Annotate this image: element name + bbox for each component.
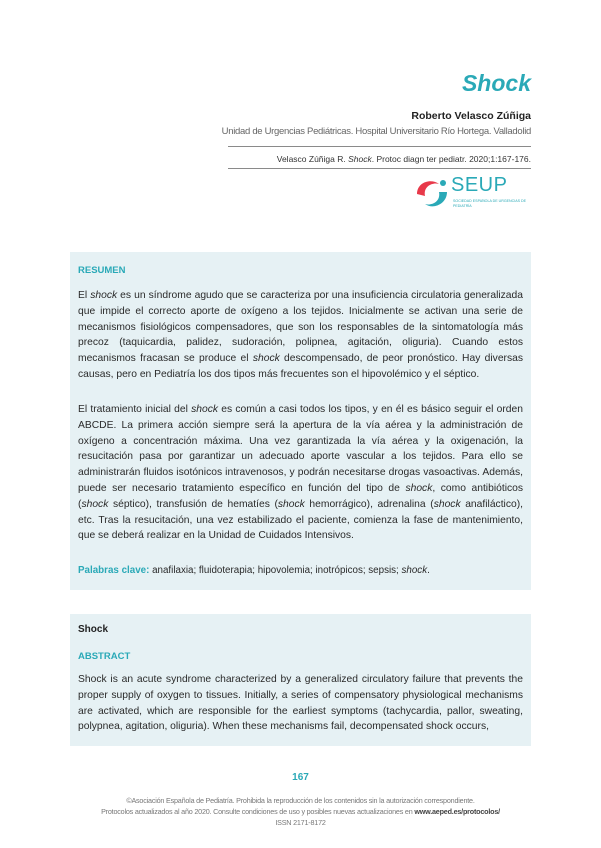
italic-term: shock <box>90 290 118 301</box>
page-number: 167 <box>292 772 309 783</box>
citation-suffix: . Protoc diagn ter pediatr. 2020;1:167-176. <box>371 154 531 164</box>
text-run: El tratamiento inicial del <box>78 404 192 415</box>
text-run: es común a casi todos los tipos, y en él es básico seguir el orden ABCDE. La primera acción siempre será la apertura de la vía aérea y la administración de oxígeno a concentración máxima. Una vez garantizada la vía aérea y la oxigenación, la resucitación pasa por garantizar un adecuado aporte vascular a los tejidos. Para ello se administrarán fluidos isotónicos intravenosos, y podrán necesitarse drogas vasoactivas. Además, puede ser necesario tratamiento específico en función del tipo de <box>78 404 523 494</box>
seup-logo <box>413 174 533 222</box>
resumen-heading: RESUMEN <box>78 265 126 276</box>
text-run: Shock is an acute syndrome characterized by a generalized circulatory failure that prevents the proper supply of oxygen to tissues. Initially, a series of compensatory physiological mechanisms are activated, which are responsible for the earliest symptoms (tachycardia, pallor, sweating, polypnea, agitation, oliguria). When these mechanisms fail, decompensated shock occurs, <box>78 674 523 733</box>
footer-issn: ISSN 2171-8172 <box>275 818 326 827</box>
text-run: , como antibióticos ( <box>78 482 524 510</box>
english-title: Shock <box>78 624 109 635</box>
footer-protocols <box>0 807 601 816</box>
italic-term: shock <box>277 498 305 510</box>
footer-copyright: ©Asociación Española de Pediatría. Prohibida la reproducción de los contenidos sin la autorización correspondiente. <box>126 796 475 805</box>
italic-term: shock <box>405 482 433 494</box>
abstract-heading: ABSTRACT <box>78 651 131 662</box>
header-divider-bottom <box>228 168 531 169</box>
keywords-list <box>149 565 429 576</box>
italic-term: shock <box>401 565 428 576</box>
footer-protocols-text: Protocolos actualizados al año 2020. Consulte condiciones de uso y posibles nuevas actualizaciones en <box>101 807 415 816</box>
citation <box>277 154 531 164</box>
citation-prefix: Velasco Zúñiga R. <box>276 154 349 164</box>
italic-term: shock <box>81 498 109 510</box>
footer-link[interactable]: www.aeped.es/protocolos/ <box>414 807 500 816</box>
italic-term: shock <box>433 498 461 510</box>
logo-text: SEUP <box>451 174 508 196</box>
text-run: anafilaxia; fluidoterapia; hipovolemia; inotrópicos; sepsis; <box>149 565 402 576</box>
keywords <box>78 565 523 576</box>
text-run: es un síndrome agudo que se caracteriza por una insuficiencia circulatoria generalizada que impide el correcto aporte de oxígeno a los tejidos. Inicialmente se activan una serie de mecanismos fisiológicos compensadores, que son los responsables de la sintomatología más precoz (taquicardia, palidez, sudoración, polipnea, agitación, oliguria). Cuando estos mecanismos fracasan se produce el <box>78 290 523 365</box>
logo-subtitle: SOCIEDAD ESPAÑOLA DE URGENCIAS DE PEDIATRÍA <box>453 199 527 208</box>
text-run: descompensado, de peor pronóstico. Hay diversas causas, pero en Pediatría los dos tipos más frecuentes son el hipovolémico y el séptico. <box>78 353 523 380</box>
resumen-paragraph-2 <box>78 402 523 544</box>
author-affiliation: Unidad de Urgencias Pediátricas. Hospital Universitario Río Hortega. Valladolid <box>221 126 531 137</box>
resumen-panel <box>70 252 531 590</box>
abstract-paragraph-1 <box>78 672 523 735</box>
italic-term: shock <box>252 353 280 365</box>
seup-logo-mark-icon <box>413 174 451 214</box>
abstract-panel <box>70 614 531 746</box>
author-name: Roberto Velasco Zúñiga <box>411 110 531 122</box>
italic-term: shock <box>191 404 219 415</box>
resumen-paragraph-1 <box>78 288 523 383</box>
keywords-label: Palabras clave: <box>78 565 150 576</box>
article-title: Shock <box>461 70 531 96</box>
text-run: . <box>427 565 430 576</box>
text-run: hemorrágico), adrenalina ( <box>304 498 434 510</box>
text-run: séptico), transfusión de hematíes ( <box>108 498 278 510</box>
header-divider-top <box>228 146 531 147</box>
citation-title: Shock <box>348 154 372 164</box>
text-run: El <box>78 290 91 301</box>
text-run: anafiláctico), etc. Tras la resucitación, una vez estabilizado el paciente, comienza la fase de mantenimiento, que se deberá realizar en la Unidad de Cuidados Intensivos. <box>78 498 524 542</box>
